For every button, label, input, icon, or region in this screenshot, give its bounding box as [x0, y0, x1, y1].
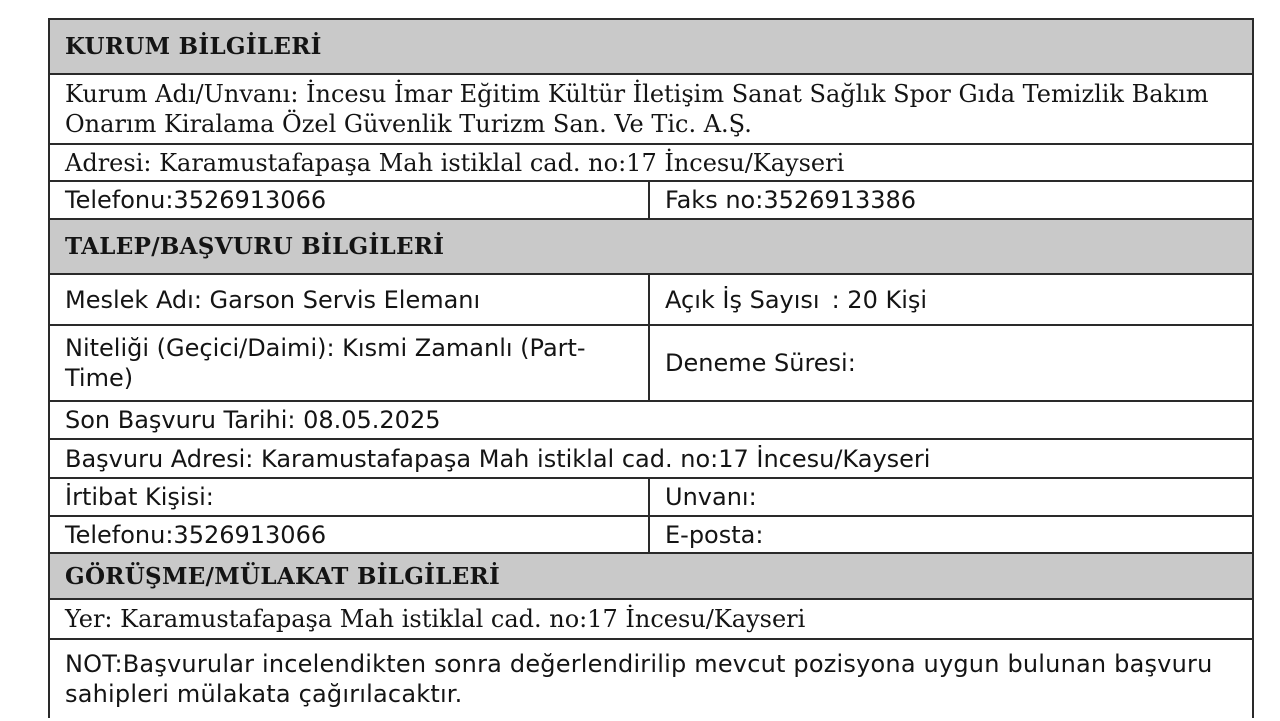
kurum-adi-value: Kurum Adı/Unvanı: İncesu İmar Eğitim Kültür İletişim Sanat Sağlık Spor Gıda Temizlik Bakım Onarım Kiralama Özel Güvenlik Turizm San. Ve Tic. A.Ş. — [65, 80, 1209, 138]
row-iletisim — [50, 517, 1252, 554]
acik-is-value: : 20 Kişi — [831, 285, 928, 314]
deneme-suresi-label: Deneme Süresi: — [665, 349, 856, 377]
row-meslek — [50, 275, 1252, 326]
kurum-telefon-value: Telefonu:3526913066 — [50, 182, 650, 218]
section-title: TALEP/BAŞVURU BİLGİLERİ — [65, 233, 445, 260]
talep-telefon-value: Telefonu:3526913066 — [50, 517, 650, 552]
unvan-label: Unvanı: — [665, 483, 757, 511]
eposta-label: E-posta: — [665, 520, 764, 549]
row-telefon-faks — [50, 182, 1252, 220]
not-text: NOT:Başvurular incelendikten sonra değerlendirilip mevcut pozisyona uygun bulunan başvuru sahipleri mülakata çağırılacaktır. — [65, 650, 1213, 708]
section-header-gorusme — [50, 554, 1252, 600]
nitelik-value: Niteliği (Geçici/Daimi): Kısmi Zamanlı (Part-Time) — [50, 326, 650, 400]
row-not — [50, 640, 1252, 718]
kurum-faks-value: Faks no:3526913386 — [665, 186, 917, 214]
kurum-adres-value: Adresi: Karamustafapaşa Mah istiklal cad. no:17 İncesu/Kayseri — [65, 148, 845, 177]
meslek-value: Meslek Adı: Garson Servis Elemanı — [50, 275, 650, 324]
row-basvuru-adresi — [50, 440, 1252, 479]
row-kurum-adi — [50, 75, 1252, 145]
section-header-talep — [50, 220, 1252, 275]
row-yer — [50, 600, 1252, 640]
row-irtibat — [50, 479, 1252, 517]
row-nitelik — [50, 326, 1252, 402]
yer-value: Yer: Karamustafapaşa Mah istiklal cad. no:17 İncesu/Kayseri — [65, 605, 806, 633]
section-title: GÖRÜŞME/MÜLAKAT BİLGİLERİ — [65, 562, 500, 590]
job-posting-form — [48, 18, 1254, 718]
basvuru-adresi-value: Başvuru Adresi: Karamustafapaşa Mah istiklal cad. no:17 İncesu/Kayseri — [65, 444, 931, 473]
row-adres — [50, 145, 1252, 182]
acik-is-label: Açık İş Sayısı — [665, 285, 820, 314]
irtibat-kisisi-label: İrtibat Kişisi: — [50, 479, 650, 515]
section-title: KURUM BİLGİLERİ — [65, 33, 322, 60]
section-header-kurum — [50, 20, 1252, 75]
row-son-basvuru — [50, 402, 1252, 440]
son-basvuru-value: Son Başvuru Tarihi: 08.05.2025 — [65, 406, 441, 434]
acik-is-sayisi — [650, 275, 1252, 324]
